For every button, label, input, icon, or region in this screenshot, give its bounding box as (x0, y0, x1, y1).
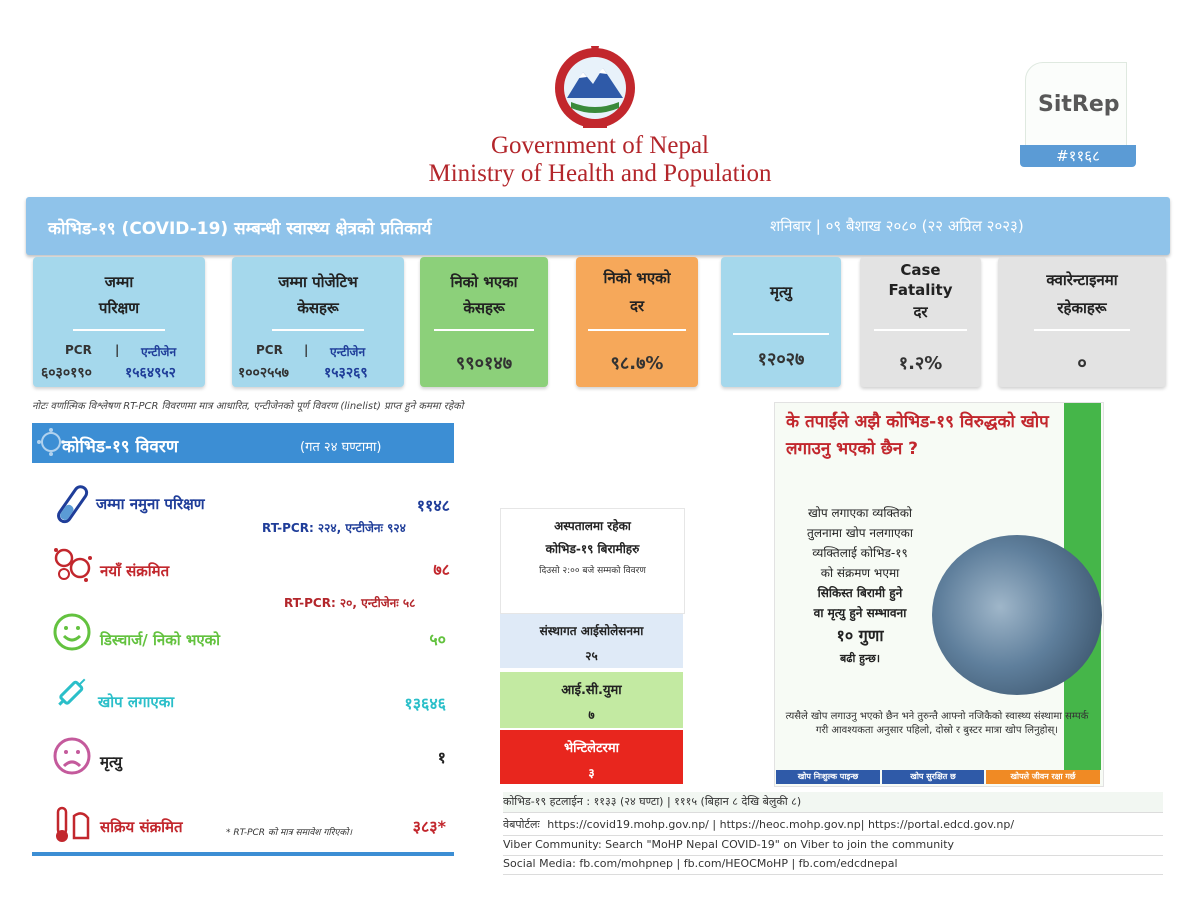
banner-date: शनिबार | ०९ बैशाख २०८० (२२ अप्रिल २०२३) (770, 217, 1024, 235)
sub-label-antigen: एन्टीजेन (141, 345, 177, 359)
panel-subtitle: (गत २४ घण्टामा) (300, 440, 382, 455)
government-title: Government of Nepal (491, 132, 709, 159)
sitrep-number: #११६८ (1020, 145, 1136, 167)
sub-label-antigen: एन्टीजेन (330, 345, 366, 359)
web-link-heoc[interactable]: https://heoc.mohp.gov.np| (719, 818, 865, 831)
row-label-vaccinated: खोप लगाएका (98, 693, 175, 711)
card-quarantine (998, 257, 1166, 387)
vaccination-photo-icon (932, 535, 1102, 695)
web-link-covid19[interactable]: https://covid19.mohp.gov.np/ (547, 818, 709, 831)
ad-body-line: को संक्रमण भएमा (820, 566, 900, 580)
sub-label-pcr: PCR (65, 343, 92, 357)
ad-highlight: १० गुणा (836, 626, 884, 645)
ad-body-line: वा मृत्यु हुने सम्भावना (813, 606, 907, 620)
divider (1034, 329, 1130, 331)
card-label: निको भएको (603, 269, 671, 287)
ventilator-value: ३ (588, 766, 595, 780)
card-total-positive (232, 257, 404, 387)
row-label-new-cases: नयाँ संक्रमित (100, 562, 170, 580)
ad-footer-free: खोप निःशुल्क पाइन्छ (776, 770, 880, 784)
ad-footer-safe: खोप सुरक्षित छ (882, 770, 984, 784)
ad-question: के तपाईंले अझै कोभिड-१९ विरुद्धको खोप लगाउनु भएको छैन ? (786, 412, 1049, 459)
row-label-active-cases: सक्रिय संक्रमित (100, 818, 183, 836)
sub-separator: | (115, 343, 120, 357)
card-deaths (721, 257, 841, 387)
card-label: जम्मा पोजेटिभ (278, 273, 358, 291)
card-label: दर (629, 297, 645, 315)
value-antigen: १५३२६९ (324, 365, 368, 381)
card-label: परिक्षण (98, 299, 140, 317)
sub-separator: | (304, 343, 309, 357)
sitrep-label: SitRep (1038, 92, 1120, 117)
banner-title: कोभिड-१९ (COVID-19) सम्बन्धी स्वास्थ्य क्षेत्रको प्रतिकार्य (48, 219, 432, 239)
panel-footer-bar (32, 852, 454, 856)
ad-body (780, 503, 940, 669)
card-label: रहेकाहरू (1057, 299, 1107, 317)
web-link-edcd[interactable]: https://portal.edcd.gov.np/ (867, 818, 1015, 831)
syringe-icon (52, 672, 92, 716)
card-value: ९८.७% (610, 353, 664, 374)
ad-advice: त्यसैले खोप लगाउनु भएको छैन भने तुरुन्तै आफ्नो नजिकैको स्वास्थ्य संस्थामा सम्पर्क गरी आवश्यकता अनुसार पहिलो, दोस्रो र बुस्टर मात्रा खोप लिनुहोस्। (785, 711, 1089, 736)
card-total-tests (33, 257, 205, 387)
card-value: ९९०१४७ (455, 353, 513, 374)
card-value: १२०२७ (757, 349, 805, 370)
ad-body-line: सिकिस्त बिरामी हुने (817, 586, 903, 600)
card-recovery-rate (576, 257, 698, 387)
virus-cluster-icon (50, 544, 94, 588)
sad-face-icon (52, 736, 92, 780)
divider (73, 329, 165, 331)
ad-body-line: खोप लगाएका व्यक्तिको (807, 506, 913, 520)
icu-box (500, 672, 683, 728)
card-value: ० (1077, 353, 1087, 374)
divider (874, 329, 967, 331)
card-label: दर (913, 303, 928, 321)
ministry-title: Ministry of Health and Population (428, 160, 772, 187)
ad-footer-lifesaving: खोपले जीवन रक्षा गर्छ (986, 770, 1100, 784)
smiley-icon (52, 612, 92, 656)
ad-body-line: व्यक्तिलाई कोभिड-१९ (812, 546, 908, 560)
isolation-label: संस्थागत आईसोलेसनमा (539, 624, 644, 638)
viber-text: Viber Community: Search "MoHP Nepal COVID-19" on Viber to join the community (503, 835, 1163, 856)
row-label-discharged: डिस्चार्ज/ निको भएको (100, 631, 221, 649)
divider (733, 333, 829, 335)
ad-body-line: तुलनामा खोप नलगाएका (806, 526, 914, 540)
card-label: क्वारेन्टाइनमा (1046, 271, 1118, 289)
isolation-value: २५ (585, 649, 598, 663)
divider (588, 329, 686, 331)
card-label: केसहरू (463, 299, 505, 317)
test-tube-icon (52, 482, 92, 532)
row-label-total-tests: जम्मा नमुना परिक्षण (96, 495, 205, 513)
value-pcr: १००२५५७ (238, 365, 289, 381)
hospital-title-line1: अस्पतालमा रहेका (554, 519, 631, 533)
hospital-title-line2: कोभिड-१९ बिरामीहरु (545, 542, 640, 556)
ventilator-box (500, 730, 683, 784)
nepal-emblem-icon (545, 42, 645, 134)
row-sub-active-cases: * RT-PCR को मात्र समावेश गरिएको। (226, 828, 353, 838)
row-value-total-tests: ११४८ (416, 496, 450, 515)
row-sub-new-cases: RT-PCR: २०, एन्टीजेनः ५८ (284, 596, 416, 610)
row-value-deaths: १ (437, 748, 446, 767)
card-case-fatality (860, 257, 981, 387)
icu-value: ७ (588, 708, 595, 722)
icu-label: आई.सी.युमा (561, 683, 622, 698)
divider (272, 329, 364, 331)
ventilator-label: भेन्टिलेटरमा (564, 741, 619, 756)
sub-label-pcr: PCR (256, 343, 283, 357)
row-value-new-cases: ७८ (433, 560, 450, 579)
value-pcr: ६०३०१९० (41, 365, 92, 381)
row-label-deaths: मृत्यु (100, 753, 123, 771)
value-antigen: १५६४९५२ (125, 365, 176, 381)
isolation-box (500, 614, 683, 668)
card-value: १.२% (898, 353, 943, 374)
panel-title: कोभिड-१९ विवरण (62, 437, 179, 457)
thermometer-icon (52, 804, 94, 848)
card-recovered (420, 257, 548, 387)
web-portal-line: वेबपोर्टलः https://covid19.mohp.gov.np/ | https://heoc.mohp.gov.np| https://portal.edcd.gov.np/ (503, 815, 1163, 836)
card-label: निको भएका (450, 273, 518, 291)
note-text: नोटः वर्णात्मिक विश्लेषण RT-PCR विवरणमा मात्र आधारित, एन्टीजेनको पूर्ण विवरण (linelist) प्राप्त हुने कममा रहेको (32, 401, 464, 412)
social-media-text: Social Media: fb.com/mohpnep | fb.com/HEOCMoHP | fb.com/edcdnepal (503, 854, 1163, 875)
row-value-discharged: ५० (429, 630, 446, 649)
card-label: मृत्यु (769, 283, 793, 301)
hotline-text: कोभिड-१९ हटलाईन : ११३३ (२४ घण्टा) | १११५ (बिहान ८ देखि बेलुकी ८) (503, 792, 1163, 813)
row-sub-total-tests: RT-PCR: २२४, एन्टीजेनः ९२४ (262, 521, 406, 535)
card-label: Case (900, 261, 941, 279)
row-value-vaccinated: १३६४६ (404, 694, 446, 713)
divider (434, 329, 534, 331)
web-portal-prefix: वेबपोर्टलः (503, 818, 540, 831)
card-label: केसहरू (297, 299, 339, 317)
card-label: जम्मा (104, 273, 134, 291)
row-value-active-cases: ३८३* (412, 817, 446, 836)
hospital-title-note: दिउसो २:०० बजे सम्मको विवरण (539, 566, 646, 576)
card-label: Fatality (888, 281, 953, 299)
hospital-header-box (500, 508, 685, 614)
ad-highlight-suffix: बढी हुन्छ। (839, 652, 881, 665)
